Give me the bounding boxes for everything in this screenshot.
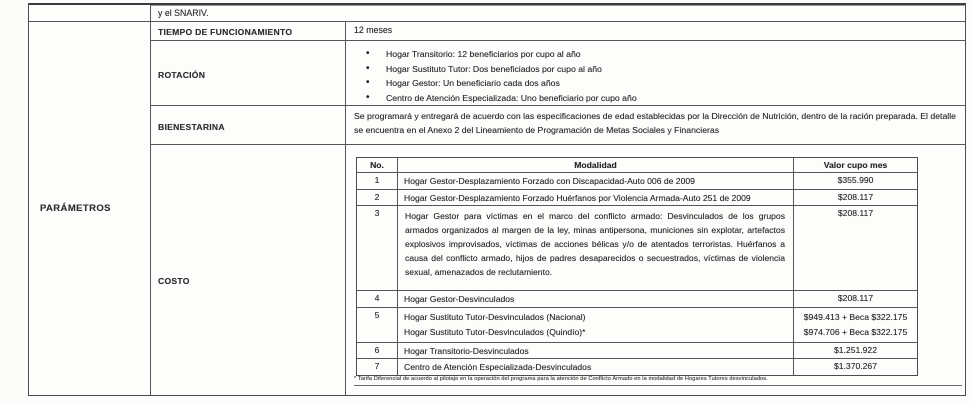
tiempo-label: TIEMPO DE FUNCIONAMIENTO [158, 27, 293, 37]
costo-label-cell [151, 145, 346, 395]
cost-row-modalidad: Centro de Atención Especializada-Desvinculados [398, 359, 794, 375]
bienestarina-label-cell [151, 106, 346, 145]
cost-row-valor: $208.117 [794, 291, 917, 308]
cost-row-valor: $1.251.922 [794, 343, 917, 360]
cost-row-valor-line: $949.413 + Beca $322.175 [803, 311, 908, 322]
costo-value-cell [346, 145, 965, 395]
cost-row-valor: $355.990 [794, 173, 917, 190]
cost-row-modalidad: Hogar Gestor-Desplazamiento Forzado con Discapacidad-Auto 006 de 2009 [398, 173, 794, 190]
cost-row-number: 2 [357, 190, 398, 207]
rotacion-bullet: • Hogar Transitorio: 12 beneficiarios por cupo al año [364, 47, 955, 62]
tiempo-value-cell: 12 meses [346, 22, 965, 41]
cost-row-modalidad [398, 308, 794, 343]
cost-row-number: 7 [357, 359, 398, 375]
cost-col-header-modalidad: Modalidad [398, 158, 794, 173]
rotacion-bullet: • Centro de Atención Especializada: Uno beneficiario por cupo año [364, 91, 955, 106]
tiempo-label-cell [151, 22, 346, 41]
cost-row-valor: $1.370.267 [833, 361, 877, 371]
cost-row-number: 3 [357, 206, 398, 291]
cost-row-modalidad-line: Hogar Sustituto Tutor-Desvinculados (Quindío)* [404, 327, 586, 337]
rotacion-bullet-list [364, 47, 955, 105]
cost-row-valor: $208.117 [794, 190, 917, 207]
rotacion-bullet: • Hogar Sustituto Tutor: Dos beneficiados por cupo al año [364, 62, 955, 77]
cost-row-modalidad: Hogar Gestor para víctimas en el marco del conflicto armado: Desvinculados de los grupos armados organizados al margen de la ley, minas antipersona, municiones sin explotar, artefactos explosivos improvisados, víctimas de acciones bélicas y/o de atentados terroristas. Huérfanos a causa del conflicto armado, hijos de padres desaparecidos o secuestrados, víctimas de violencia sexual, amenazados de reclutamiento. [398, 206, 794, 291]
cost-row-valor: $208.117 [794, 206, 917, 291]
rotacion-label-cell [151, 41, 346, 106]
cost-row-modalidad: Hogar Gestor-Desplazamiento Forzado Huérfanos por Violencia Armada-Auto 251 de 2009 [398, 190, 794, 207]
costo-label: COSTO [158, 276, 190, 286]
cost-row-modalidad-line: Hogar Sustituto Tutor-Desvinculados (Nacional) [404, 311, 586, 322]
bienestarina-value-cell: Se programará y entregará de acuerdo con las especificaciones de edad establecidas por la Dirección de Nutrición, dentro de la ración preparada. El detalle se encuentra en el Anexo 2 del Lineamiento de Programación de Metas Sociales y Financieras [346, 106, 965, 145]
cost-row-number: 5 [357, 308, 398, 343]
cost-row-valor [794, 308, 917, 343]
rotacion-bullet: • Hogar Gestor: Un beneficiario cada dos años [364, 76, 955, 91]
empty-corner-cell [29, 5, 151, 22]
continuation-text-cell: y el SNARIV. [151, 5, 965, 22]
rotacion-label: ROTACIÓN [158, 70, 206, 80]
rotacion-value-cell [346, 41, 965, 106]
cost-row-number: 6 [357, 343, 398, 360]
cost-row-number: 1 [357, 173, 398, 190]
cost-table [356, 157, 918, 376]
bienestarina-label: BIENESTARINA [158, 122, 225, 132]
cost-row-modalidad: Hogar Transitorio-Desvinculados [398, 343, 794, 360]
cost-col-header-valor: Valor cupo mes [794, 158, 917, 173]
cost-row-number: 4 [357, 291, 398, 308]
cost-col-header-no: No. [357, 158, 398, 173]
cost-table-footnote: * Tarifa Diferencial de acuerdo al pilotaje en la operación del programa para la atención de Conflicto Armado en la modalidad de Hogares Tutores desvinculados. [354, 376, 962, 386]
cost-row-modalidad: Hogar Gestor-Desvinculados [398, 291, 794, 308]
parametros-label: PARÁMETROS [40, 203, 111, 214]
cost-row-valor-line: $974.706 + Beca $322.175 [803, 327, 908, 337]
parameters-table [28, 3, 966, 396]
parametros-cell [29, 22, 151, 395]
